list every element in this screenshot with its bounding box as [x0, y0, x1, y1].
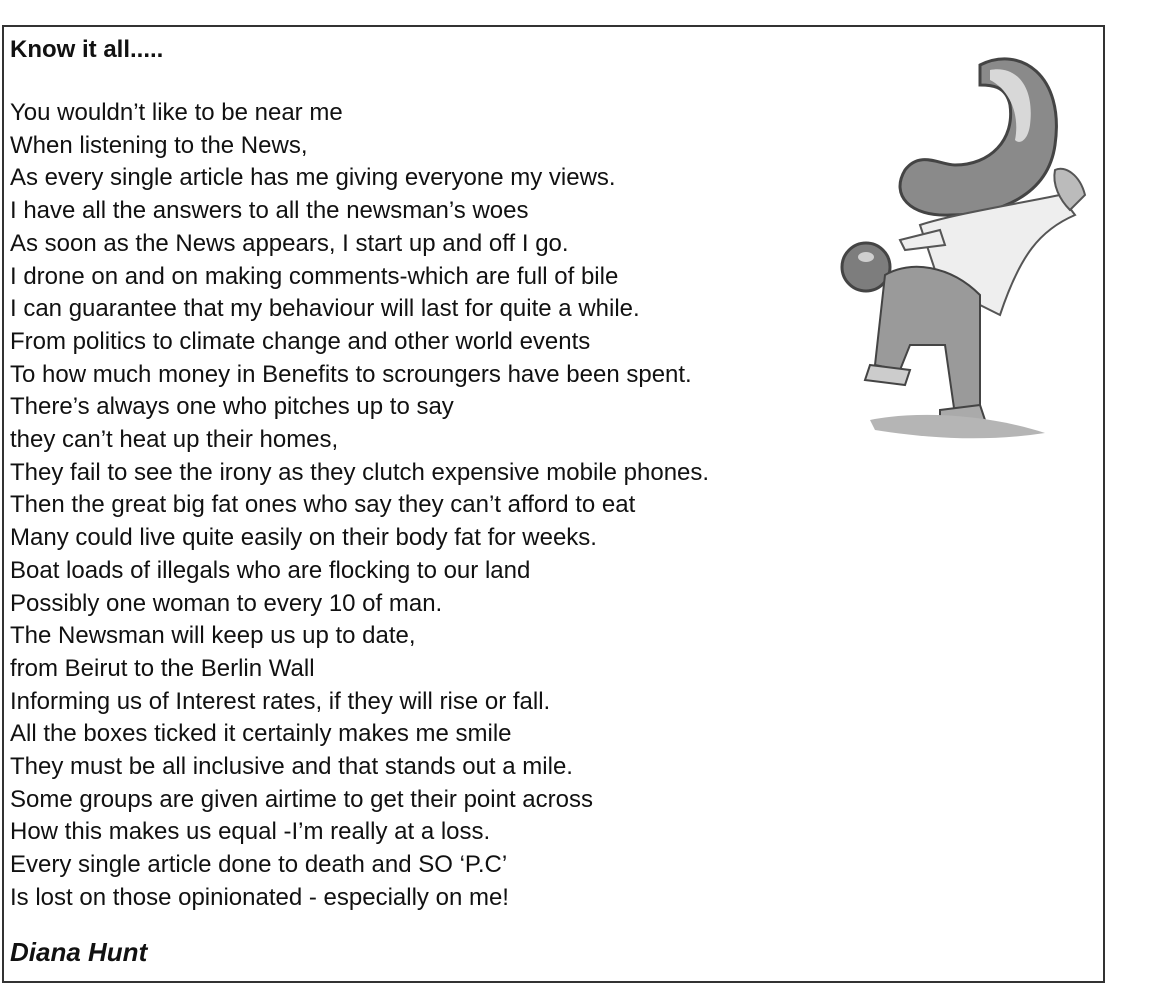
poem-line: Some groups are given airtime to get their point across [10, 785, 593, 813]
poem-title: Know it all..... [10, 36, 164, 63]
poem-line: I drone on and on making comments-which are full of bile [10, 262, 619, 290]
poem-line: They fail to see the irony as they clutch expensive mobile phones. [10, 458, 710, 486]
poem-line: As soon as the News appears, I start up and off I go. [10, 229, 569, 257]
poem-line: I can guarantee that my behaviour will last for quite a while. [10, 295, 640, 323]
poem-line: Is lost on those opinionated - especially on me! [10, 883, 509, 911]
poem-line: they can’t heat up their homes, [10, 426, 339, 454]
poem-line: Boat loads of illegals who are flocking to our land [10, 556, 531, 584]
poem-line: The Newsman will keep us up to date, [10, 622, 416, 650]
poem-line: You wouldn’t like to be near me [10, 99, 343, 126]
poem-line: When listening to the News, [10, 131, 308, 159]
poem-line: As every single article has me giving everyone my views. [10, 164, 616, 192]
poem-line: Then the great big fat ones who say they can’t afford to eat [10, 491, 636, 519]
poem-line: They must be all inclusive and that stands out a mile. [10, 753, 573, 781]
poem-body [10, 97, 709, 915]
question-mark-man-illustration [830, 45, 1100, 455]
poem-line: Many could live quite easily on their body fat for weeks. [10, 524, 597, 552]
poem-line: Possibly one woman to every 10 of man. [10, 589, 443, 617]
poem-line: Every single article done to death and SO ‘P.C’ [10, 851, 508, 879]
poem-line: From politics to climate change and other world events [10, 327, 591, 355]
poem-line: How this makes us equal -I’m really at a loss. [10, 818, 491, 846]
poem-line: All the boxes ticked it certainly makes me smile [10, 720, 512, 748]
poem-line: To how much money in Benefits to scroungers have been spent. [10, 360, 692, 388]
poem-author: Diana Hunt [10, 937, 148, 967]
poem-line: from Beirut to the Berlin Wall [10, 654, 315, 682]
poem-line: I have all the answers to all the newsman’s woes [10, 197, 529, 225]
poem-line: There’s always one who pitches up to say [10, 393, 454, 421]
poem-line: Informing us of Interest rates, if they will rise or fall. [10, 687, 551, 715]
